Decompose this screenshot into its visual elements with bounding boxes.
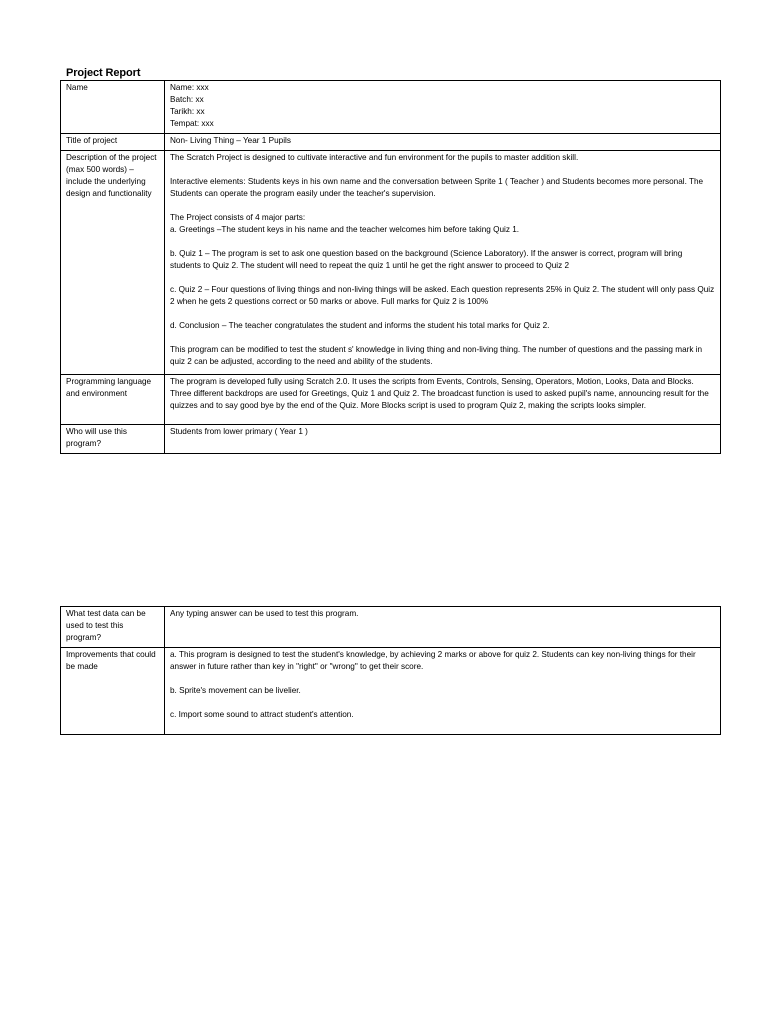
description-paragraph: c. Quiz 2 – Four questions of living things and non-living things will be asked. Each question represents 25% in Quiz 2. The student will only pass Quiz 2 when he gets 2 questions correct or 50 marks or above. Full marks for Quiz 2 is 100% xyxy=(170,285,715,306)
table-row-test-data xyxy=(61,607,721,648)
table-row-who xyxy=(61,425,721,454)
description-paragraph: a. Greetings –The student keys in his name and the teacher welcomes him before taking Quiz 1. xyxy=(170,225,520,234)
improvement-item: c. Import some sound to attract student's attention. xyxy=(170,710,354,719)
improvement-item: b. Sprite's movement can be livelier. xyxy=(170,686,301,695)
table-row-programming xyxy=(61,375,721,425)
description-paragraph: This program can be modified to test the student s' knowledge in living thing and non-living thing. The number of questions and the passing mark in quiz 2 can be adjusted, according to the need and ability of the students. xyxy=(170,345,703,366)
row-label-description: Description of the project (max 500 words) – include the underlying design and functionality xyxy=(61,151,165,375)
row-value-programming: The program is developed fully using Scratch 2.0. It uses the scripts from Events, Controls, Sensing, Operators, Motion, Looks, Data and Blocks. Three different backdrops are used for Greetings, Quiz 1 and Quiz 2. The broadcast function is used to asked pupil's name, announcing result for the quizzes and to say good bye by the end of the Quiz. More Blocks script is used to program Quiz 2, making the scripts looks simpler. xyxy=(165,375,721,425)
row-value-test-data: Any typing answer can be used to test this program. xyxy=(165,607,721,648)
table-row-name xyxy=(61,81,721,134)
project-report-table-continued xyxy=(60,606,721,735)
row-label-name: Name xyxy=(61,81,165,134)
row-value-name xyxy=(165,81,721,134)
improvement-item: a. This program is designed to test the student's knowledge, by achieving 2 marks or above for quiz 2. Students can key non-living things for their answer in future rather than key in "right" or "wrong" to get their score. xyxy=(170,650,696,671)
row-label-improvements: Improvements that could be made xyxy=(61,648,165,735)
description-paragraph: The Project consists of 4 major parts: xyxy=(170,213,306,222)
description-paragraph: d. Conclusion – The teacher congratulates the student and informs the student his total marks for Quiz 2. xyxy=(170,321,550,330)
description-paragraph: The Scratch Project is designed to cultivate interactive and fun environment for the pupils to master addition skill. xyxy=(170,153,579,162)
table-row-title xyxy=(61,134,721,151)
description-paragraph: b. Quiz 1 – The program is set to ask one question based on the background (Science Laboratory). If the answer is correct, program will bring students to Quiz 2. The student will need to repeat the quiz 1 until he get the right answer to proceed to Quiz 2 xyxy=(170,249,683,270)
page-title: Project Report xyxy=(66,67,141,79)
batch-line: Batch: xx xyxy=(170,95,204,104)
project-report-table xyxy=(60,80,721,454)
row-label-programming: Programming language and environment xyxy=(61,375,165,425)
table-row-improvements xyxy=(61,648,721,735)
tempat-line: Tempat: xxx xyxy=(170,119,214,128)
row-value-who: Students from lower primary ( Year 1 ) xyxy=(165,425,721,454)
tarikh-line: Tarikh: xx xyxy=(170,107,205,116)
row-label-title: Title of project xyxy=(61,134,165,151)
table-row-description xyxy=(61,151,721,375)
row-value-title: Non- Living Thing – Year 1 Pupils xyxy=(165,134,721,151)
row-label-test-data: What test data can be used to test this program? xyxy=(61,607,165,648)
description-paragraph: Interactive elements: Students keys in his own name and the conversation between Sprite 1 ( Teacher ) and Students becomes more personal. The Students can operate the program easily under the teacher's supervision. xyxy=(170,177,704,198)
row-value-improvements xyxy=(165,648,721,735)
name-line: Name: xxx xyxy=(170,83,209,92)
row-value-description xyxy=(165,151,721,375)
row-label-who: Who will use this program? xyxy=(61,425,165,454)
